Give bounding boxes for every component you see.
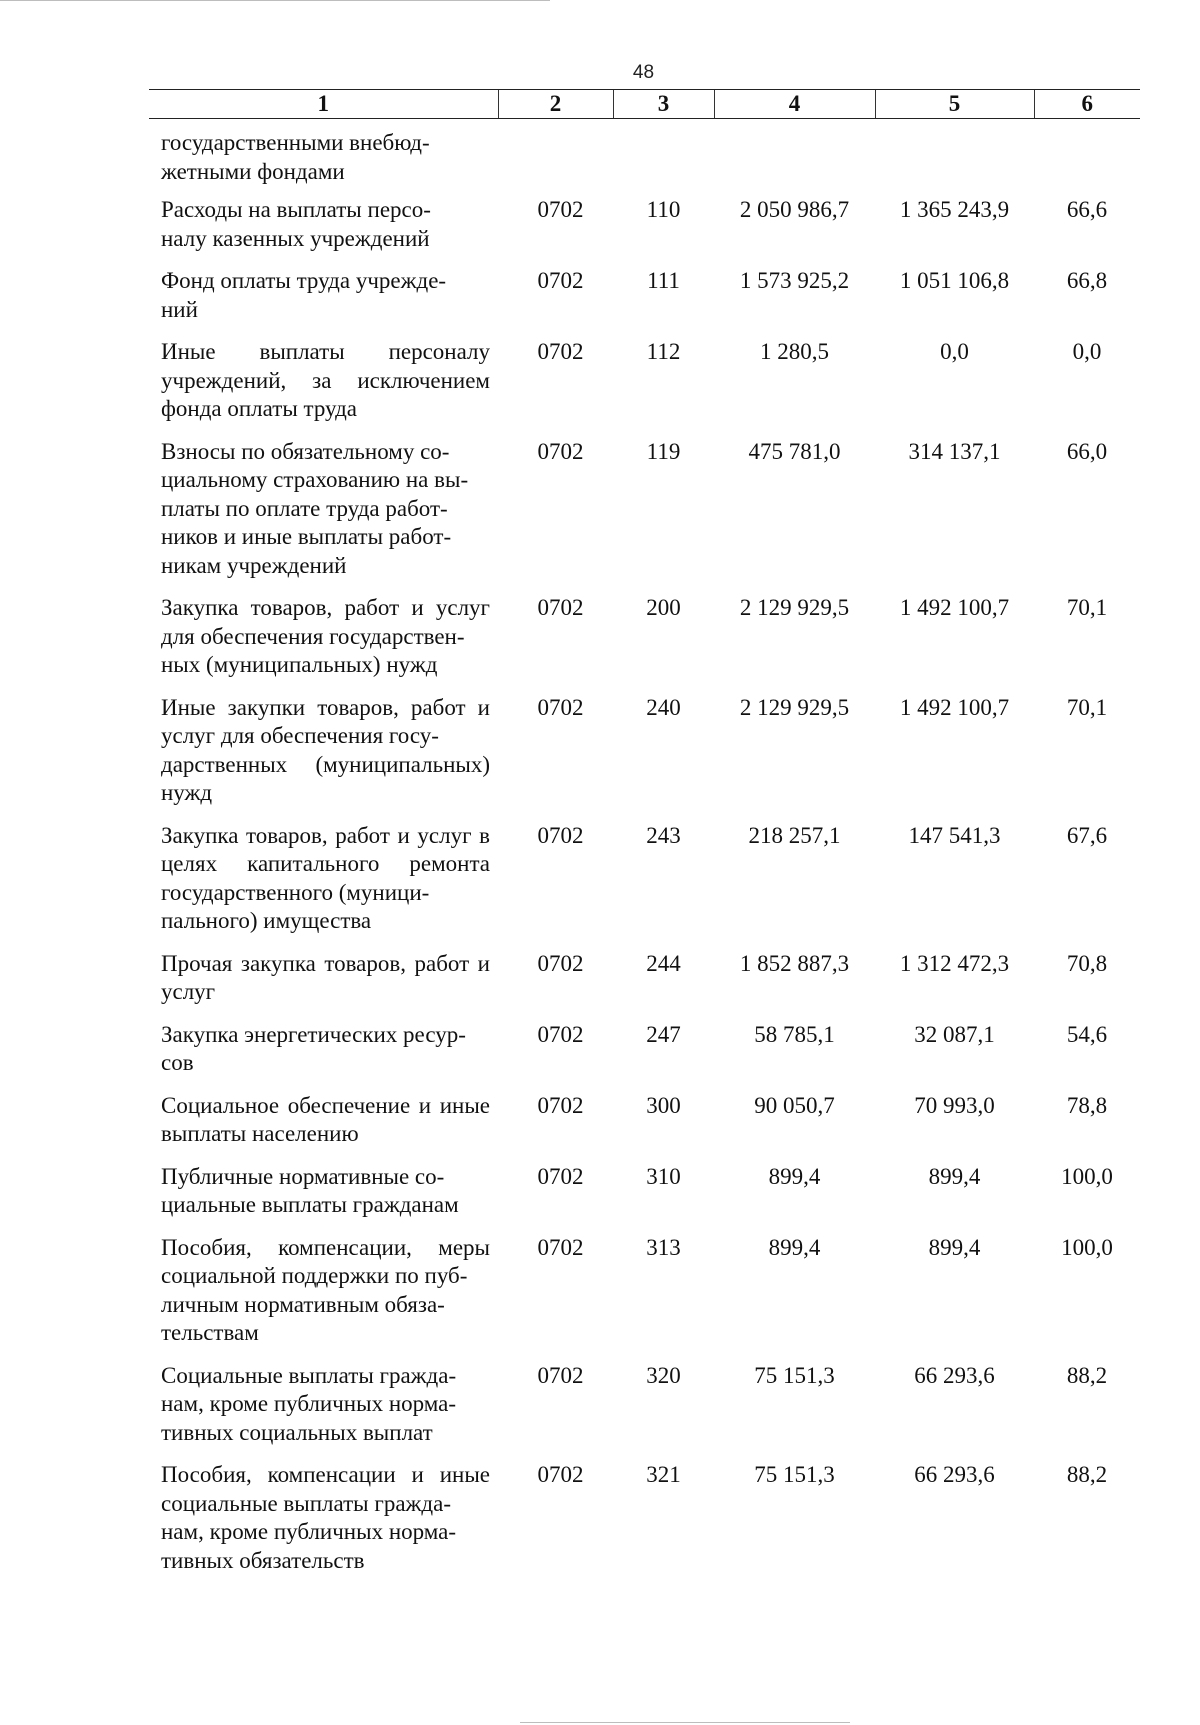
row-actual-amount: 314 137,1 — [908, 438, 1001, 464]
row-expense-type-code: 321 — [646, 1462, 681, 1487]
row-actual-amount: 1 365 243,9 — [899, 197, 1010, 222]
row-actual-amount: 66 293,6 — [914, 1462, 995, 1487]
row-section-code: 0702 — [537, 197, 584, 222]
row-planned-amount: 218 257,1 — [748, 822, 841, 848]
table-row — [149, 338, 1140, 438]
row-section-code: 0702 — [537, 1021, 584, 1047]
row-execution-percent: 78,8 — [1066, 1092, 1108, 1118]
table-row — [149, 1234, 1140, 1362]
row-expense-type-code: 313 — [646, 1234, 681, 1260]
row-execution-percent: 88,2 — [1066, 1362, 1108, 1388]
table-row — [149, 594, 1140, 694]
row-description: Расходы на выплаты персо- налу казенных учреждений — [161, 197, 431, 251]
row-section-code: 0702 — [537, 822, 584, 848]
row-execution-percent: 100,0 — [1061, 1163, 1113, 1189]
table-row — [149, 694, 1140, 822]
row-execution-percent: 66,6 — [1066, 197, 1108, 222]
row-actual-amount: 147 541,3 — [908, 822, 1001, 848]
table-row — [149, 1092, 1140, 1163]
row-execution-percent: 67,6 — [1066, 822, 1108, 848]
column-header-2: 2 — [498, 90, 613, 119]
row-expense-type-code: 247 — [646, 1021, 681, 1047]
row-description: Закупка товаров, работ и услуг в целях капитального ремонта государственного (муници- пального) имущества — [161, 822, 490, 933]
row-section-code: 0702 — [537, 950, 584, 976]
row-expense-type-code: 243 — [646, 822, 681, 848]
row-planned-amount: 2 129 929,5 — [739, 694, 850, 720]
row-description: Публичные нормативные со- циальные выплаты гражданам — [161, 1163, 459, 1217]
row-actual-amount: 0,0 — [940, 339, 969, 364]
table-row — [149, 1461, 1140, 1589]
row-actual-amount: 32 087,1 — [914, 1021, 995, 1047]
row-description: государственными внебюд- жетными фондами — [161, 130, 430, 184]
row-expense-type-code: 310 — [646, 1163, 681, 1189]
row-description: Пособия, компенсации, меры социальной поддержки по пуб- личным нормативным обяза- тельствам — [161, 1234, 490, 1345]
row-section-code: 0702 — [537, 339, 584, 364]
row-planned-amount: 899,4 — [768, 1234, 821, 1260]
row-execution-percent: 0,0 — [1072, 339, 1102, 364]
row-actual-amount: 1 492 100,7 — [899, 694, 1010, 720]
table-row — [149, 119, 1140, 197]
row-execution-percent: 70,1 — [1066, 694, 1108, 720]
row-expense-type-code: 110 — [646, 197, 681, 222]
scan-edge-top — [0, 0, 550, 1]
row-execution-percent: 66,0 — [1066, 438, 1108, 464]
row-section-code: 0702 — [537, 1092, 584, 1118]
row-section-code: 0702 — [537, 595, 584, 620]
row-description: Социальное обеспечение и иные выплаты населению — [161, 1092, 490, 1146]
row-planned-amount: 75 151,3 — [754, 1362, 835, 1388]
table-row — [149, 1163, 1140, 1234]
column-header-6: 6 — [1034, 90, 1140, 119]
row-planned-amount: 2 050 986,7 — [739, 197, 850, 222]
header-row — [149, 90, 1140, 119]
column-header-3: 3 — [613, 90, 714, 119]
row-execution-percent: 88,2 — [1066, 1462, 1108, 1487]
row-actual-amount: 70 993,0 — [914, 1092, 995, 1118]
row-expense-type-code — [613, 119, 714, 197]
row-expense-type-code: 320 — [646, 1362, 681, 1388]
row-planned-amount: 1 280,5 — [760, 339, 829, 364]
row-expense-type-code: 244 — [646, 950, 681, 976]
table-row — [149, 196, 1140, 267]
expenditure-table — [149, 89, 1140, 1589]
row-actual-amount: 1 492 100,7 — [899, 595, 1010, 620]
row-description: Взносы по обязательному со- циальному страхованию на вы- платы по оплате труда работ- ников и иные выплаты работ- никам учреждений — [161, 438, 469, 578]
row-section-code — [498, 119, 613, 197]
row-planned-amount: 58 785,1 — [754, 1021, 835, 1047]
row-description: Иные выплаты персоналу учреждений, за исключением фонда оплаты труда — [161, 339, 490, 421]
row-section-code: 0702 — [537, 694, 584, 720]
row-expense-type-code: 240 — [646, 694, 681, 720]
row-execution-percent: 54,6 — [1066, 1021, 1108, 1047]
table-row — [149, 1021, 1140, 1092]
row-expense-type-code: 200 — [646, 595, 681, 620]
row-execution-percent: 100,0 — [1061, 1234, 1113, 1260]
row-section-code: 0702 — [537, 1163, 584, 1189]
page-number: 48 — [632, 62, 655, 83]
row-actual-amount: 66 293,6 — [914, 1362, 995, 1388]
row-actual-amount: 1 312 472,3 — [899, 950, 1010, 976]
row-expense-type-code: 112 — [646, 339, 681, 364]
row-planned-amount: 1 573 925,2 — [739, 268, 850, 293]
row-section-code: 0702 — [537, 438, 584, 464]
row-section-code: 0702 — [537, 1462, 584, 1487]
row-expense-type-code: 300 — [646, 1092, 681, 1118]
column-header-5: 5 — [875, 90, 1034, 119]
row-planned-amount: 475 781,0 — [748, 438, 841, 464]
row-execution-percent: 70,1 — [1066, 595, 1108, 620]
row-description: Иные закупки товаров, работ и услуг для обеспечения госу- дарственных (муниципальных) нужд — [161, 694, 490, 805]
row-execution-percent: 70,8 — [1066, 950, 1108, 976]
table-row — [149, 822, 1140, 950]
row-description: Социальные выплаты гражда- нам, кроме публичных норма- тивных социальных выплат — [161, 1362, 457, 1445]
table-row — [149, 438, 1140, 595]
row-planned-amount: 2 129 929,5 — [739, 595, 850, 620]
row-expense-type-code: 111 — [647, 268, 680, 293]
row-execution-percent: 66,8 — [1066, 268, 1108, 293]
scan-edge-bottom — [520, 1722, 850, 1723]
row-planned-amount: 90 050,7 — [754, 1092, 835, 1118]
row-actual-amount — [875, 119, 1034, 197]
column-header-4: 4 — [714, 90, 875, 119]
row-description: Пособия, компенсации и иные социальные выплаты гражда- нам, кроме публичных норма- тивных обязательств — [161, 1462, 490, 1573]
row-expense-type-code: 119 — [646, 438, 681, 464]
table-row — [149, 950, 1140, 1021]
row-planned-amount — [714, 119, 875, 197]
row-planned-amount: 1 852 887,3 — [739, 950, 850, 976]
table-row — [149, 267, 1140, 338]
row-description: Закупка товаров, работ и услуг для обеспечения государствен- ных (муниципальных) нужд — [161, 595, 490, 677]
row-section-code: 0702 — [537, 1234, 584, 1260]
row-section-code: 0702 — [537, 1362, 584, 1388]
row-actual-amount: 899,4 — [928, 1163, 981, 1189]
row-actual-amount: 1 051 106,8 — [899, 268, 1010, 293]
row-execution-percent — [1034, 119, 1140, 197]
table-row — [149, 1362, 1140, 1462]
row-description: Фонд оплаты труда учрежде- ний — [161, 268, 447, 322]
row-description: Закупка энергетических ресур- сов — [161, 1021, 466, 1075]
row-planned-amount: 75 151,3 — [754, 1462, 835, 1487]
column-header-1: 1 — [149, 90, 498, 119]
row-section-code: 0702 — [537, 268, 584, 293]
row-planned-amount: 899,4 — [768, 1163, 821, 1189]
row-actual-amount: 899,4 — [928, 1234, 981, 1260]
table-body — [149, 119, 1140, 1590]
row-description: Прочая закупка товаров, работ и услуг — [161, 950, 490, 1004]
